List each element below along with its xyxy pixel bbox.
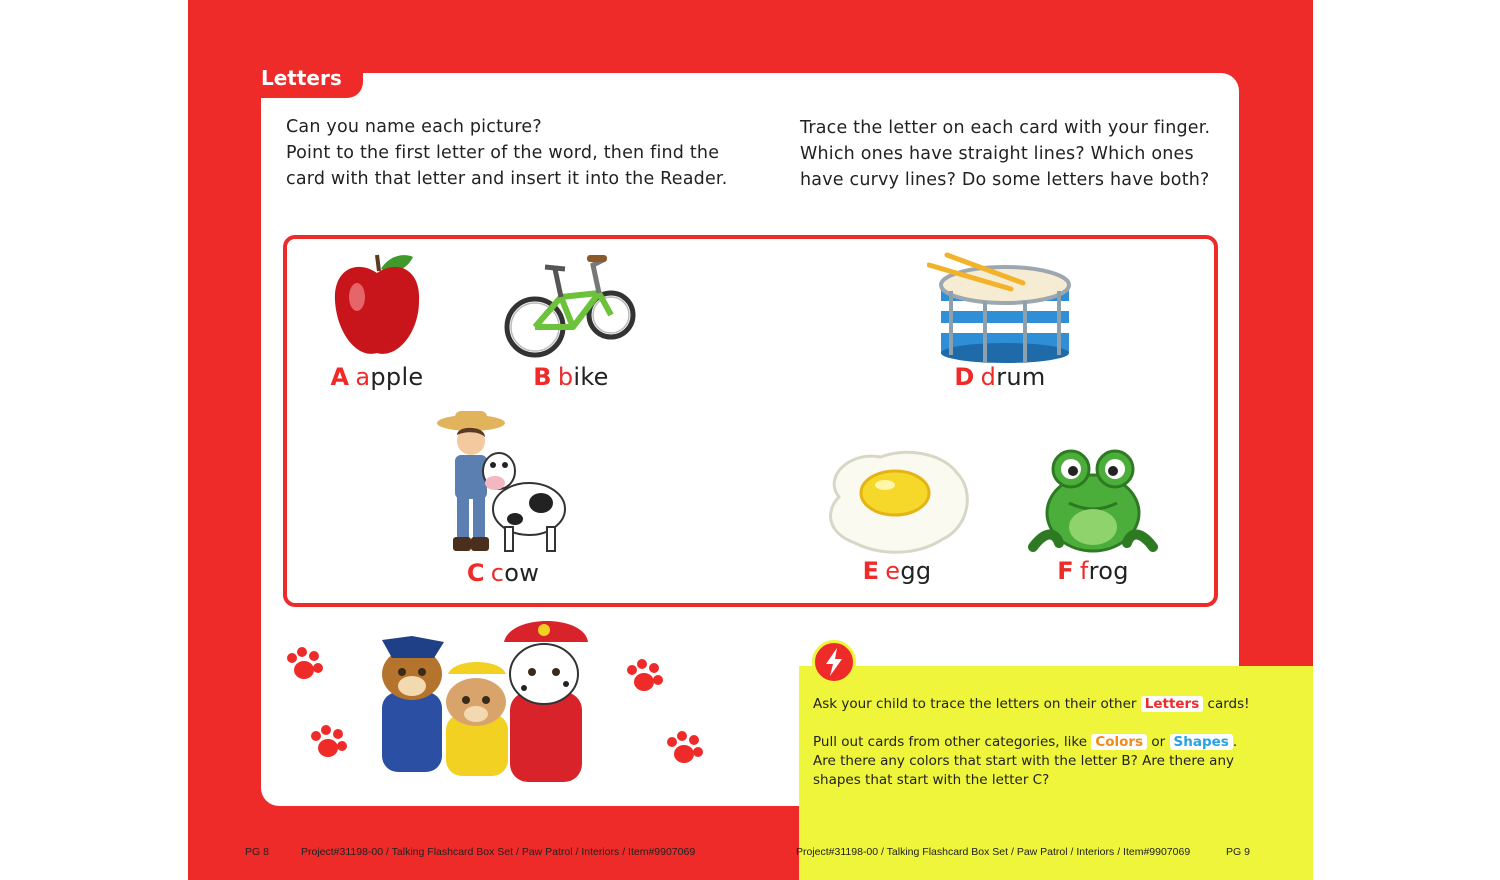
intro-right-line: Which ones have straight lines? Which ones bbox=[800, 144, 1194, 164]
tip-text: or bbox=[1151, 734, 1166, 750]
drum-icon bbox=[927, 251, 1073, 363]
word-label bbox=[1023, 557, 1163, 585]
first-letter: e bbox=[885, 557, 901, 585]
tip-line: Are there any colors that start with the letter B? Are there any bbox=[813, 753, 1235, 769]
footer-page-number-left: PG 8 bbox=[245, 846, 269, 858]
section-title: Letters bbox=[249, 58, 363, 98]
paw-print-icon bbox=[287, 647, 323, 679]
intro-left-line: Can you name each picture? bbox=[286, 117, 542, 137]
first-letter: a bbox=[355, 363, 371, 391]
tip-text: Ask your child to trace the letters on their other bbox=[813, 696, 1137, 712]
bolt-icon bbox=[812, 640, 856, 684]
footer-page-number-right: PG 9 bbox=[1226, 846, 1250, 858]
first-letter: c bbox=[490, 559, 505, 587]
egg-icon bbox=[819, 447, 975, 557]
rubble-pup-icon bbox=[446, 662, 508, 776]
first-letter: d bbox=[980, 363, 997, 391]
word-rest: rum bbox=[996, 363, 1046, 391]
word-label bbox=[317, 363, 437, 391]
card-bike bbox=[501, 247, 641, 391]
word-rest: ike bbox=[573, 363, 609, 391]
intro-left-line: Point to the first letter of the word, then find the bbox=[286, 143, 720, 163]
frog-icon bbox=[1025, 447, 1161, 557]
paw-print-icon bbox=[667, 731, 703, 763]
card-frog bbox=[1023, 447, 1163, 585]
paw-patrol-illustration bbox=[284, 614, 714, 794]
card-cow bbox=[433, 409, 573, 587]
capital-letter: D bbox=[954, 363, 975, 391]
tip-text: cards! bbox=[1207, 696, 1250, 712]
intro-right-line: Trace the letter on each card with your finger. bbox=[800, 118, 1211, 138]
card-apple bbox=[317, 247, 437, 391]
letters-category-pill: Letters bbox=[1141, 696, 1204, 712]
word-rest: rog bbox=[1088, 557, 1129, 585]
colors-category-pill: Colors bbox=[1091, 734, 1147, 750]
page-spread bbox=[188, 0, 1313, 880]
capital-letter: E bbox=[862, 557, 880, 585]
word-label bbox=[817, 557, 977, 585]
card-drum bbox=[927, 251, 1073, 391]
farmer-cow-icon bbox=[435, 409, 571, 559]
picture-cards-box bbox=[283, 235, 1218, 607]
chase-pup-icon bbox=[382, 636, 444, 772]
word-label bbox=[501, 363, 641, 391]
intro-left-text bbox=[286, 114, 727, 192]
tip-text: . bbox=[1232, 734, 1238, 750]
first-letter: f bbox=[1079, 557, 1089, 585]
intro-left-line: card with that letter and insert it into the Reader. bbox=[286, 169, 728, 189]
intro-right-text bbox=[800, 115, 1210, 193]
tip-line: shapes that start with the letter C? bbox=[813, 772, 1050, 788]
intro-right-line: have curvy lines? Do some letters have both? bbox=[800, 170, 1210, 190]
paw-print-icon bbox=[311, 725, 347, 757]
marshall-pup-icon bbox=[504, 621, 588, 782]
capital-letter: F bbox=[1057, 557, 1074, 585]
capital-letter: A bbox=[330, 363, 350, 391]
shapes-category-pill: Shapes bbox=[1170, 734, 1233, 750]
tip-line bbox=[813, 695, 1250, 714]
bike-icon bbox=[503, 247, 639, 363]
capital-letter: B bbox=[533, 363, 552, 391]
word-label bbox=[927, 363, 1073, 391]
tip-line bbox=[813, 733, 1237, 752]
paw-print-icon bbox=[627, 659, 663, 691]
word-rest: gg bbox=[900, 557, 932, 585]
capital-letter: C bbox=[466, 559, 485, 587]
footer-project-info-left: Project#31198-00 / Talking Flashcard Box Set / Paw Patrol / Interiors / Item#9907069 bbox=[301, 846, 696, 858]
word-rest: pple bbox=[370, 363, 424, 391]
word-rest: ow bbox=[504, 559, 540, 587]
tip-text: Pull out cards from other categories, like bbox=[813, 734, 1088, 750]
card-egg bbox=[817, 447, 977, 585]
apple-icon bbox=[327, 247, 427, 363]
word-label bbox=[433, 559, 573, 587]
footer-project-info-right: Project#31198-00 / Talking Flashcard Box Set / Paw Patrol / Interiors / Item#9907069 bbox=[796, 846, 1191, 858]
first-letter: b bbox=[557, 363, 574, 391]
